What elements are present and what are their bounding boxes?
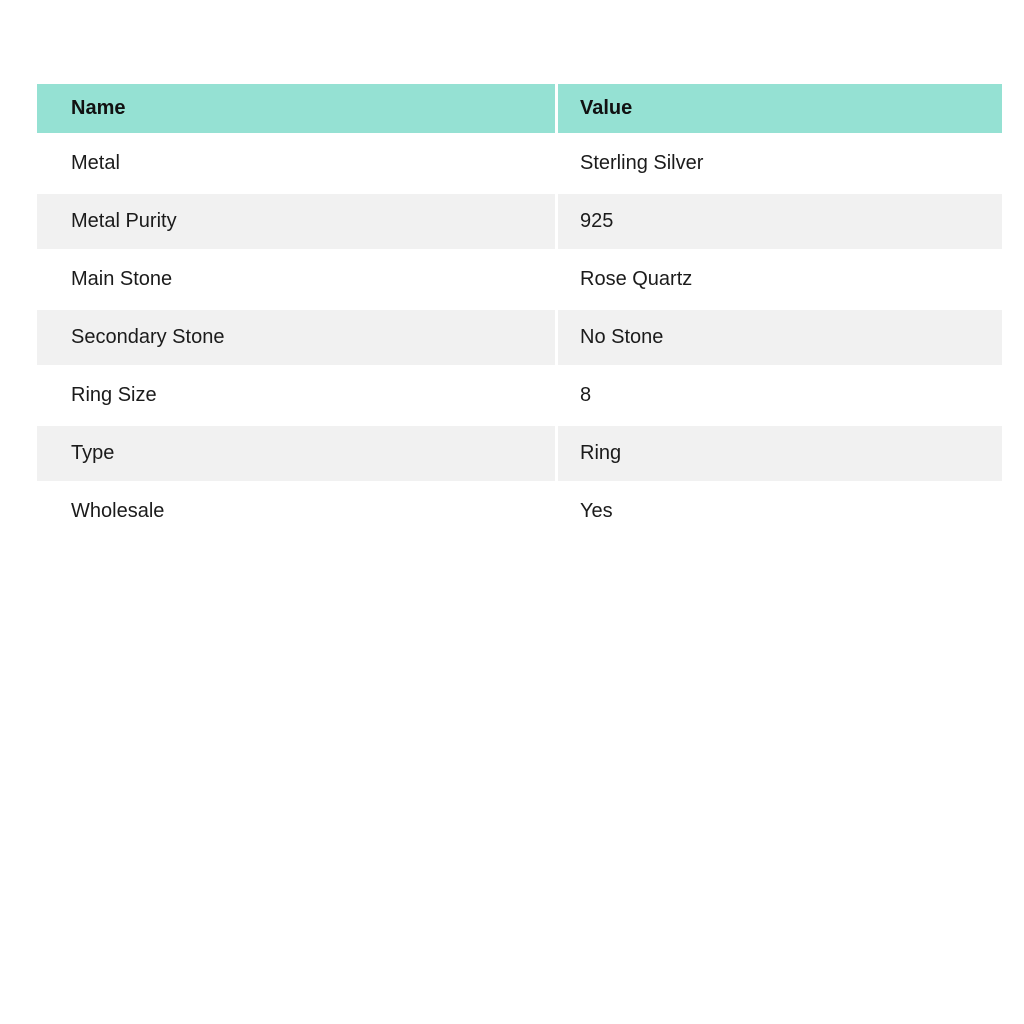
attributes-table-container [37,84,1002,539]
attribute-value-cell: Ring [558,423,1002,481]
table-row [37,133,1002,191]
attribute-name-cell: Metal Purity [37,191,558,249]
attribute-value-cell: Sterling Silver [558,133,1002,191]
table-row [37,307,1002,365]
attribute-value-cell: 925 [558,191,1002,249]
table-row [37,423,1002,481]
column-header-value: Value [558,84,1002,133]
table-row [37,481,1002,539]
attribute-name-cell: Main Stone [37,249,558,307]
attribute-name-cell: Secondary Stone [37,307,558,365]
attribute-name-cell: Wholesale [37,481,558,539]
column-header-name: Name [37,84,558,133]
attribute-value-cell: No Stone [558,307,1002,365]
attribute-name-cell: Metal [37,133,558,191]
attribute-name-cell: Type [37,423,558,481]
table-row [37,249,1002,307]
table-header-row [37,84,1002,133]
table-row [37,191,1002,249]
attributes-table [37,84,1002,539]
attribute-value-cell: 8 [558,365,1002,423]
attribute-value-cell: Rose Quartz [558,249,1002,307]
attribute-name-cell: Ring Size [37,365,558,423]
table-row [37,365,1002,423]
table-body [37,133,1002,539]
table-header [37,84,1002,133]
attribute-value-cell: Yes [558,481,1002,539]
